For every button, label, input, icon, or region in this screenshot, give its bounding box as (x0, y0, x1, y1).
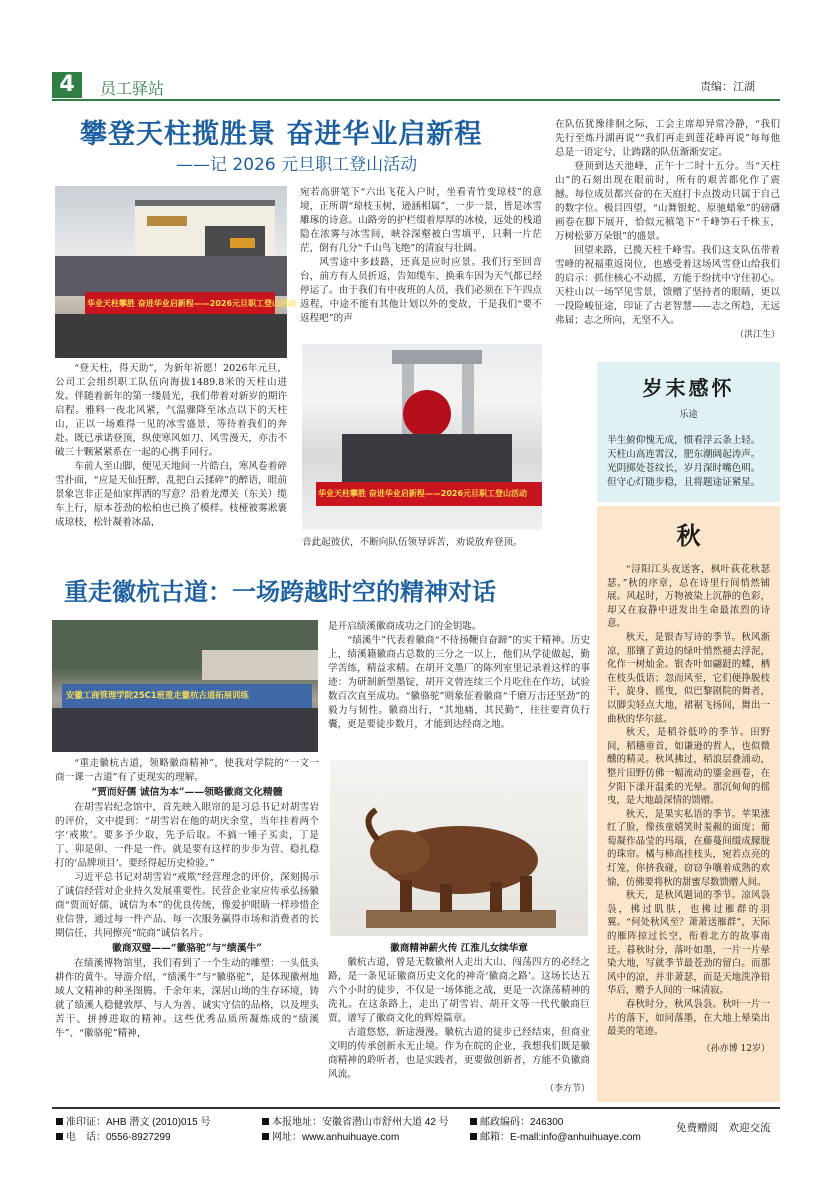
paragraph: “重走徽杭古道，领略徽商精神”，使我对学院的“一文一商一课一古道”有了更现实的理解。 (55, 758, 319, 783)
paragraph: 是开启绩溪徽商成功之门的金钥匙。 (328, 621, 482, 632)
paragraph: 风雪途中多歧路，还真是应时应景。我们行至回音台，前方有人员折返，告知缆车、换乘车因为天气都已经停运了。由于我们有中夜班的人员，我们必须在下午四点返程，中途不能有其他计划以外的变故，于是我们“要不返程吧”的声 (300, 257, 542, 324)
article2-title: 重走徽杭古道：一场跨越时空的精神对话 (64, 577, 496, 606)
photo-group-ancient-road (52, 620, 318, 752)
article1-caption: 音此起彼伏，不断向队伍领导诉苦，劝说放弃登顶。 (302, 537, 523, 548)
poem-line: 天柱山高连霄汉，肥东潮阔起涛声。 (607, 449, 761, 460)
footer-postcode (470, 1113, 563, 1128)
footer-text: 邮箱：E-mall:info@anhuihuaye.com (480, 1132, 641, 1143)
article1-col2 (300, 186, 542, 326)
footer-text: 电 话：0556-8927299 (66, 1132, 171, 1143)
paragraph: “浔阳江头夜送客，枫叶荻花秋瑟瑟。”秋的序章，总在诗里行间悄然铺展。风起时，万物被染上沉静的色彩，却又在寂静中迸发出生命最浓烈的诗意。 (607, 564, 770, 630)
paragraph: 登顶到达天池峰，正午十二时十五分。当“天柱山”的石刻出现在眼前时，所有的艰苦都化作了震撼。每位成员都兴奋的在天庭打卡点拨动只属于自己的数字位。极目四望，“山舞银蛇、原驰蜡象”的磅礴画卷在脚下展开，恰似元稹笔下“千峰笋石千株玉，万树松萝万朵银”的盛景。 (555, 161, 780, 242)
footer-phone (56, 1128, 171, 1143)
poem2-box (597, 506, 780, 1102)
editor-credit: 责编：江湖 (700, 80, 755, 93)
footer-email[interactable] (470, 1128, 641, 1143)
paragraph: 宛若高骈笔下“六出飞花入户时，坐看青竹变琼枝”的意境，正所谓“琼枝玉树，逊涵相属”，一步一景，皆是冰雪雕琢的诗意。山路旁的护栏缀着厚厚的冰棱，远处的栈道隐在浓雾与冰雪间，峡谷深壑被白雪填平，只剩一片茫茫，倒有几分“千山鸟飞绝”的清寂与壮阔。 (300, 187, 542, 254)
header-rule (52, 99, 780, 101)
paragraph: 秋天，是秋风题词的季节。凉风袅袅，拂过肌肤，也拂过雁群的羽翼。“何处秋风至？萧萧送雁群”，天际的雁阵掠过长空，衔着北方的故事南迁。暮秋时分，落叶如墨，一片一片晕染大地，写就季节最苍劲的留白。而那风中的凉，并非萧瑟，而是天地洗净铅华后，赠予人间的一味清寂。 (607, 890, 770, 997)
article2-subhead-1: “贾而好儒 诚信为本”——领略徽商文化精髓 (91, 787, 283, 798)
paragraph: 古道悠悠，新途漫漫。徽杭古道的徒步已经结束，但商业文明的传承创新永无止境。作为在皖的企业，我想我们既是徽商精神的聆听者，也是实践者，更要做创新者，方能不负徽商风流。 (328, 1027, 590, 1080)
paragraph: 秋天，是银杏写诗的季节。秋风渐凉，那镶了黄边的绿叶悄然褪去浮泥，化作一树灿金。银杏叶如翩跹的蝶，栖在枝头低语；忽而风至，它们便挣脱枝干，旋身、摇曳，似巴黎剧院的舞者，以脚尖轻点大地，裙裾飞扬间，舞出一曲秋的华尔兹。 (607, 631, 770, 725)
poem2-title: 秋 (676, 521, 701, 550)
article1-signature: （洪江生） (734, 330, 780, 340)
poem-line: 半生俯仰愧无成，惯看浮云条上轻。 (607, 435, 761, 446)
footer-address (262, 1113, 449, 1128)
photo-group-at-trailhead-drawing (55, 186, 297, 358)
paragraph: 徽杭古道，曾是无数徽州人走出大山、闯荡四方的必经之路，是一条见证徽商历史文化的神奇‘徽商之路’。这场长达五六个小时的徒步，不仅是一场体能之战，更是一次涤荡精神的洗礼。在这条路上，走出了胡雪岩、胡开文等一代代徽商巨贾，谱写了徽商文化的辉煌篇章。 (328, 957, 590, 1024)
footer-website[interactable] (262, 1128, 399, 1143)
footer-text: 本报地址：安徽省潜山市舒州大道 42 号 (272, 1117, 449, 1128)
section-name: 员工驿站 (100, 79, 165, 98)
paragraph: 秋天，是稻谷低吟的季节。田野间，稻穗垂首，如谦逊的哲人，也似微醺的精灵。秋风拂过，稻浪层叠涌动，整片田野仿佛一幅流动的鎏金画卷，在夕阳下漾开温柔的光晕。那沉甸甸的摇曳，是大地最深情的馈赠。 (607, 727, 770, 807)
poem1-lines (607, 434, 780, 490)
article1-col3 (555, 118, 780, 342)
paragraph: “绩溪牛”代表着徽商“不待扬鞭自奋蹄”的实干精神。历史上，绩溪籍徽商占总数的三分之一以上，他们从学徒做起，勤学苦练，精益求精。在胡开文墨厂的陈列室里记录着这样的事迹：为研制新型墨锭，胡开文曾连续三个月吃住在作坊，试验数百次直至成功。“徽骆驼”则象征着徽商“千磨万击还坚劲”的毅力与韧性。徽商出行，“其地痛，其民勤”，往往要背负行囊，更是要徒步数月，才能到达经商之地。 (328, 635, 590, 730)
footer-rule (52, 1107, 780, 1109)
poem1-title: 岁末感怀 (642, 376, 735, 400)
article2-subhead-2: 徽商双璧——“徽骆驼”与“绩溪牛” (112, 943, 262, 954)
article2-col1 (55, 757, 319, 1041)
poem2-signature: （孙亦博 12岁） (701, 1043, 770, 1054)
article1-title: 攀登天柱揽胜景 奋进华业启新程 (80, 119, 483, 150)
poem-line: 但守心灯随步稳，且将题途证紧星。 (607, 477, 761, 488)
paragraph: “登天柱，得天助”，为新年祈愿！2026年元旦，公司工会组织职工队伍向海拔1489.8米的天柱山进发。伴随着新年的第一缕晨光，我们带着对新岁的期许启程。雅料一夜北风紧，气温骤降至冰点以下的天柱山，正以一场难得一见的冰雪盛景，等待着我们的奔赴。既已承诺登顶，纵使寒风如刀、风雪漫天，亦击不破三十颗紧紧系在一起的心携手同行。 (55, 363, 287, 458)
paragraph: 春秋时分，秋风袅袅。秋叶一片一片的落下，如同落墨，在大地上晕染出最美的笔迹。 (607, 999, 770, 1038)
photo-group-in-snow-drawing (302, 344, 542, 530)
article1-subtitle: ——记 2026 元旦职工登山活动 (176, 155, 418, 175)
paragraph: 在胡雪岩纪念馆中，首先映入眼帘的是习总书记对胡雪岩的评价，文中提到：“胡雪岩在他的胡庆余堂，当年挂着两个字‘戒欺’。要多予少取，先予后取。不搞一锤子买卖，丁是丁、卯是卯、一件是一件。就是要有这样的步步为营、稳扎稳打的‘品牌项目’。要经得起历史检验。” (55, 802, 319, 869)
photo-bull-sculpture (330, 760, 588, 936)
photo4-caption: 徽商精神薪火传 江淮儿女续华章 (390, 943, 528, 954)
photo-group-at-trailhead (55, 186, 297, 358)
poem1-box (597, 362, 780, 502)
poem1-author: 乐途 (679, 410, 698, 420)
photo-group-in-snow (302, 344, 542, 530)
paragraph: 习近平总书记对胡雪岩“戒欺”经营理念的评价，深刻揭示了诚信经营对企业持久发展重要性。民营企业家应传承弘扬徽商“贾而好儒、诚信为本”的优良传统，像爱护眼睛一样珍惜企业信誉，通过每一件产品、每一次服务赢得市场和消费者的长期信任，共同擦亮“皖商”诚信名片。 (55, 872, 319, 939)
paragraph: 秋天，是果实私语的季节。苹果涨红了脸，像孩童嬉笑时羞赧的面庞；葡萄凝作晶莹的玛瑙，在藤蔓间缀成朦胧的珠帘。橘与柿高挂枝头，宛若点亮的灯笼，你挤我碰，窃窃争嚷着成熟的欢愉，仿佛要将秋的甜蜜尽数馈赠人间。 (607, 808, 770, 888)
footer-text: 网址：www.anhuihuaye.com (272, 1132, 400, 1143)
photo2-banner-text: 华业天柱攀胜 奋进华业启新程——2026元旦职工登山活动 (318, 489, 528, 498)
paragraph: 回望来路，已揽天柱千峰雪。我们这支队伍带着雪峰的祝福重返岗位，也感受着这场风雪登山给我们的启示：抓住核心不动摇，方能于纷扰中守住初心。天柱山以一场罕见雪景，馈赠了坚持者的眼睛，更以一段险峻征途，印证了古老智慧——志之所趋，无远弗届；志之所向，无坚不入。 (555, 245, 780, 326)
article2-col2-bottom (328, 956, 590, 1096)
footer-print-permit (56, 1113, 211, 1128)
poem2-body (607, 563, 770, 1056)
photo3-banner-text: 安徽工商管理学院25C1班重走徽杭古道拓展训练 (66, 690, 249, 700)
page-number: 4 (52, 72, 82, 98)
paragraph: 车前人至山脚，便见天地间一片皓白，寒风卷着碎雪扑面，“应是天仙狂醉，乱把白云揉碎”的醉语，眼前景象岂非正是仙家挥洒的写意？沿着龙潭关（东关）缆车上行，原本苍劲的松柏也已换了模样。枝桠被雾凇裹成琼枝，松针凝着冰晶， (55, 461, 287, 528)
paragraph: 在队伍犹豫徘徊之际，工会主席却异常冷静，“我们先行至炼丹湖再说”“我们再走到莲花峰再说”每每他总是一语定兮，让踌躇的队伍渐渐安定。 (555, 119, 780, 158)
bull-sculpture-drawing (330, 760, 588, 936)
article2-col2-top (328, 620, 590, 732)
photo-group-ancient-road-drawing (52, 620, 318, 752)
paragraph: 在绩溪博物馆里，我们看到了一个生动的雕塑：一头低头耕作的黄牛。导游介绍，“绩溪牛”与“徽骆驼”，是体现徽州地域人文精神的种圣图腾。千余年来，深居山坳的生存环境，铸就了绩溪人稳健敦厚、与人为善、诚实守信的品格，以及埋头苦干、拼搏进取的精神。这些优秀品质所凝炼成的“绩溪牛”、“徽骆驼”精神， (55, 958, 319, 1039)
article2-signature: （李方节） (544, 1084, 590, 1094)
article1-col1 (55, 362, 287, 530)
photo1-banner-text: 华业天柱攀胜 奋进华业启新程——2026元旦职工登山活动 (87, 299, 297, 308)
poem-line: 光阴掷处苍纹长，岁月深时嘴色明。 (607, 463, 761, 474)
footer-free-distribution: 免费赠阅 欢迎交流 (676, 1122, 771, 1134)
footer-text: 邮政编码：246300 (480, 1117, 564, 1128)
footer-text: 准印证：AHB 潜文 (2010)015 号 (66, 1117, 211, 1128)
